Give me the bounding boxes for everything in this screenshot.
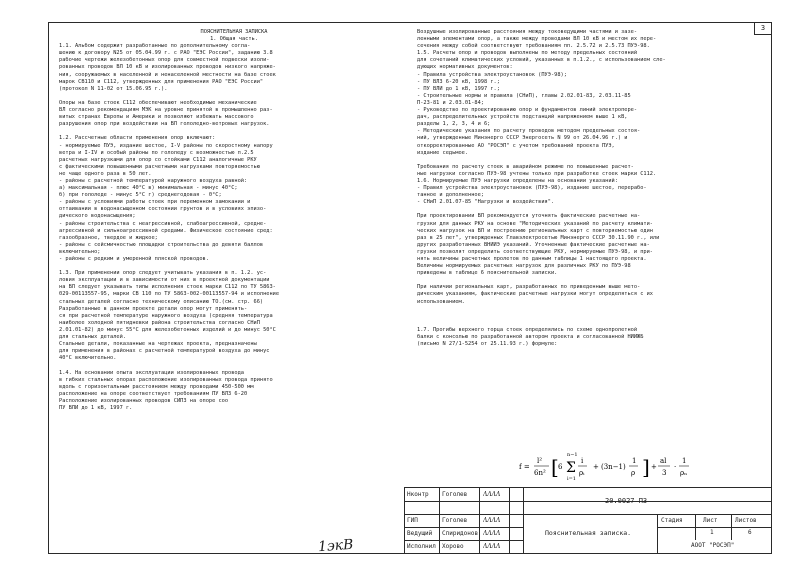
text-line: разрушения опор при воздействии на ВЛ гололедно-ветровых нагрузок. (59, 121, 270, 128)
text-line: 029-00113557-95, марки СВ 110 по ТУ 5863-002-00113557-94 и исполнение (59, 291, 280, 298)
formula-sum-top: n−1 (567, 452, 578, 458)
text-line: - ПУ ВЛЗ 6-20 кВ, 1998 г.; (417, 78, 500, 85)
text-line: П-23-81 и 2.03.01-84; (417, 99, 484, 106)
text-line: 1.7. Прогибы верхнего торца стоек определялись по схеме однопролетной (417, 326, 638, 333)
text-line: не чаще одного раза в 50 лет. (59, 170, 152, 177)
text-line: - районы с расчетной температурой наружного воздуха равной: (59, 177, 248, 184)
sheet-value: 1 (710, 529, 714, 536)
text-line: - ПУ ВЛИ до 1 кВ, 1997 г.; (417, 85, 500, 92)
formula-term3-num: al (660, 457, 667, 465)
text-line: - Строительные нормы и правила (СНиП), главы 2.02.01-83, 2.03.11-85 (417, 92, 631, 99)
signature-lead: ΛΛΛΛ (483, 530, 501, 537)
name-lead: Спиридонов (442, 530, 479, 537)
formula-den: 6n² (534, 469, 546, 477)
text-line: шению к договору N25 от 05.04.99 г. с РАО "ЕЭС России", заданию 3.8 (59, 50, 273, 57)
formula-plus1: + (593, 463, 599, 471)
text-line (59, 263, 409, 270)
role-nkontr: Нконтр (407, 491, 429, 498)
text-line: - районы строительства с неагрессивной, слабоагрессивной, средне- (59, 220, 267, 227)
text-line: включительно; (59, 248, 101, 255)
text-line: для сочетаний климатических условий, указанных в п.1.2., с использованием сле- (417, 57, 666, 64)
sheets-label: Листов (735, 517, 757, 524)
name-gip: Гоголев (442, 517, 468, 524)
text-line: - нормируемые ПУЭ, издание шестое, I-V районы по скоростному напору (59, 142, 273, 149)
text-line: нять величины расчетных пролетов по данным таблицы 1 настоящего проекта. (417, 256, 647, 262)
text-line: ний, утвержденные Минэнерго СССР Энергосеть N 99 от 26.04.96 г.) и (417, 135, 628, 142)
text-line: (письмо N 27/1-5254 от 25.11.93 г.) формуле: (417, 341, 558, 348)
text-line: ческих нагрузок на ВЛ и построению региональных карт с повторяемостью один (417, 227, 653, 234)
text-line (417, 157, 767, 164)
text-line: Расположение изолированных проводов СИП3 на опоре соо (59, 397, 229, 404)
text-line: на ВЛ следует указывать типы исполнения стоек марки С112 по ТУ 5863- (59, 284, 276, 291)
text-line (417, 320, 767, 327)
title-block (404, 487, 771, 553)
text-line: дического водонасыщения; (59, 213, 136, 220)
document-code: 20.0027 ПЗ (605, 497, 648, 505)
svg-text:[: [ (551, 455, 559, 479)
text-line: Опоры на базе стоек С112 обеспечивают необходимые механические (59, 99, 257, 106)
text-line: ПУ ВЛИ до 1 кВ, 1997 г. (59, 404, 133, 411)
text-line: марок СВ110 и С112, утвержденных для применения РАО "ЕЭС России" (59, 78, 264, 85)
formula-lhs: f = (519, 463, 530, 471)
text-line: - районы с сейсмичностью площадки строительства до девяти баллов (59, 241, 264, 248)
text-line: - Руководство по проектированию опор и фундаментов линий электропере- (417, 107, 638, 114)
formula-coef-a: 6 (558, 463, 563, 471)
text-line: других разработанных ВНИИЭ указаний. Уточненные фактические расчетные на- (417, 241, 650, 248)
organization: АООТ "РОСЭП" (691, 542, 735, 549)
text-line: ветра и I-IV и особый районы по гололеду с возможностью п.2.5 (59, 149, 254, 156)
text-line (417, 313, 767, 320)
stage-label: Стадия (661, 517, 683, 524)
text-line: а) максимальная - плюс 40°С в) минимальная - минус 40°С; (59, 185, 238, 192)
text-line: разделы 1, 2, 3, 4 и 6; (417, 121, 491, 128)
text-line: 40°С включительно. (59, 355, 117, 362)
formula-term3-den: 3 (662, 469, 667, 477)
svg-text:]: ] (642, 455, 650, 479)
formula-sigma: Σ (566, 460, 576, 476)
formula-dot: · (674, 463, 677, 471)
text-line: расположение на опоре соответствует требованиям ПУ ВЛЗ 6-20 (59, 390, 248, 397)
handwritten-note: 1экВ (317, 536, 354, 556)
text-line: При проектировании ВЛ рекомендуется уточнять фактические расчетные на- (417, 213, 641, 220)
text-line: балки с консолью по разработанной автором проекта и согласованной НИИЖБ (417, 334, 644, 341)
text-line: дач, распределительных устройств подстанций напряжением выше 1 кВ, (417, 114, 628, 121)
text-line: оттаивании в водонасыщенном состоянии грунтов и в условиях эпизо- (59, 206, 267, 213)
text-line: откорректированные АО "РОСЭП" с учетом требований проекта ПУЭ, (417, 142, 615, 149)
text-line: - Методические указания по расчету проводов методом предельных состоя- (417, 128, 641, 135)
text-line: грузки позволят определить соответствующие РКУ, нормируемые ПУЭ-98, и при- (417, 248, 653, 255)
text-line: ловия эксплуатации и в зависимости от них в проектной документации (59, 277, 270, 284)
text-line: наиболее холодной пятидневки района строительства согласно СНиП (59, 319, 260, 326)
text-line: б) при гололеде - минус 5°С г) среднегодовая - 0°С; (59, 192, 222, 199)
text-line: использованием. (417, 298, 465, 305)
formula-term4-den: ρₙ (680, 469, 688, 477)
text-line (417, 277, 767, 284)
text-line: 1.6. Нормируемые ПУЭ нагрузки определены на основании указаний: (417, 177, 618, 184)
text-line: (протокол N 11-02 от 15.06.95 г.). (59, 85, 168, 92)
signature-gip: ΛΛΛΛ (483, 517, 501, 524)
text-line: издание седьмое. (417, 149, 469, 156)
text-line: расчетных нагрузками для опор со стойками С112 аналогичные РКУ (59, 156, 257, 163)
formula-plus2: + (651, 463, 657, 471)
text-line: ся при расчетной температуре наружного воздуха (средняя температура (59, 312, 273, 319)
text-line: Величины нормируемых расчетных нагрузок для различных РКУ по ПУЭ-98 (417, 263, 631, 270)
text-line: ВЛ согласно рекомендациям МЭК на уровне принятой в промышленно раз- (59, 107, 273, 114)
formula-term2-coef: (3n−1) (601, 463, 626, 471)
text-line: ния, сооружаемых в населенной и ненаселенной местности на базе стоек (59, 71, 276, 78)
formula-sum-bottom: i=1 (567, 476, 576, 482)
formula-term1-num: i (581, 457, 584, 465)
left-text-column (59, 29, 409, 412)
sheets-value: 6 (748, 529, 752, 536)
formula-term2-den: ρ (631, 469, 636, 477)
page-number: 3 (754, 23, 771, 35)
text-line: - районы с условиями работы стоек при переменном замокании и (59, 199, 251, 206)
document-sheet (48, 22, 772, 554)
text-line: с фактическими повышенными расчетными нагрузками повторяемостью (59, 163, 260, 170)
text-line: 1.1. Альбом содержит разработанные по дополнительному согла- (59, 43, 251, 50)
text-line: стальных деталей согласно техническому описанию ТО.(см. стр. 66) (59, 298, 264, 305)
text-line: Стальные детали, показанные на чертежах проекта, предназначены (59, 341, 257, 348)
text-line: - Правил устройства электроустановок (ПУЭ-98), издание шестое, перерабо- (417, 185, 647, 192)
text-line (59, 128, 409, 135)
text-line: танное и дополненное; (417, 192, 484, 199)
text-line (417, 206, 767, 213)
sheet-label: Лист (703, 517, 718, 524)
right-text-column (417, 29, 767, 348)
formula-term4-num: 1 (682, 457, 687, 465)
text-line: ленными элементами опор, а также между проводами ВЛ 10 кВ и местом их пере- (417, 36, 657, 43)
text-line: дическим указаниям, фактические расчетные нагрузки могут определяться с их (417, 291, 653, 298)
text-line: для стальных деталей. (59, 334, 126, 341)
text-line: вдоль с горизонтальным расстоянием между проводами 450-500 мм (59, 383, 254, 390)
role-lead: Ведущий (407, 530, 433, 537)
signature-executor: ΛΛΛΛ (483, 543, 501, 550)
text-line: витых странах Европы и Америки и позволяют избежать массового (59, 114, 254, 121)
text-line: - СНиП 2.01.07-85 "Нагрузки и воздействия". (417, 199, 555, 206)
text-line: дующих нормативных документов: (417, 64, 513, 71)
text-line: 1. Общая часть. (210, 36, 258, 43)
text-line: 1.2. Рассчетные области применения опор включают: (59, 135, 216, 142)
text-line (59, 362, 409, 369)
text-line (59, 93, 409, 100)
text-line: - Правила устройства электроустановок (ПУЭ-98); (417, 71, 567, 78)
text-line (417, 306, 767, 313)
role-executor: Исполнил (407, 543, 436, 550)
text-line: ПОЯСНИТЕЛЬНАЯ ЗАПИСКА (200, 29, 268, 35)
text-line: газообразное, твердое и жидкое; (59, 234, 158, 241)
text-line: 1.5. Расчеты опор и проводов выполнены по методу предельных состояний (417, 50, 638, 57)
formula-term2-num: 1 (632, 457, 637, 465)
text-line: сечения между собой соответствуют требованиям пп. 2.5.72 и 2.5.73 ПУЭ-98. (417, 43, 650, 50)
text-line: в гибких стальных опорах расположение изолированных провода принято (59, 376, 273, 383)
formula-num: l² (537, 457, 543, 465)
text-line: Требования по расчету стоек в аварийном режиме по повышенные расчет- (417, 163, 634, 170)
text-line: 1.4. На основании опыта эксплуатации изолированных провода (59, 369, 244, 376)
text-line: Воздушные изолированные расстояния между токоведущими частями и зазе- (417, 29, 638, 35)
text-line: Разработанные в данном проекте детали опор могут применять- (59, 305, 248, 312)
text-line: приведены в таблице 6 пояснительной записки. (417, 270, 558, 277)
text-line: грузки для данных РКУ на основе "Методических указаний по расчету климати- (417, 220, 653, 227)
text-line: для применения в районах с расчетной температурой воздуха до минус (59, 348, 270, 355)
document-title: Пояснительная записка. (545, 529, 632, 537)
text-line: раз в 25 лет", утвержденных Главэлектросетью Минэнерго СССР 30.11.90 г., или (417, 234, 660, 241)
text-line: - районы с редким и умеренной пляской проводов. (59, 256, 209, 262)
text-line: ные нагрузки согласно ПУЭ-98 учтены только при разработке стоек марки С112. (417, 170, 657, 177)
text-line: 2.01.01-82) до минус 55°С для железобетонных изделий и до минус 50°С (59, 326, 276, 333)
name-nkontr: Гоголев (442, 491, 468, 498)
deflection-formula (519, 447, 719, 487)
signature-nkontr: ΛΛΛΛ (483, 491, 501, 498)
text-line: рованных проводов ВЛ 10 кВ и изолированных проводов низкого напряже- (59, 64, 276, 71)
text-line: При наличии региональных карт, разработанных по приведенным выше мето- (417, 284, 641, 291)
name-executor: Хорово (442, 543, 464, 550)
text-line: рабочие чертежи железобетонных опор для совместной подвески изоли- (59, 57, 270, 64)
role-gip: ГИП (407, 517, 418, 524)
text-line: агрессивной и сильноагрессивной средами. Физическое состояние сред: (59, 227, 273, 234)
formula-term1-den: ρᵢ (579, 469, 585, 477)
text-line: 1.3. При применении опор следует учитывать указания в п. 1.2. ус- (59, 270, 267, 277)
